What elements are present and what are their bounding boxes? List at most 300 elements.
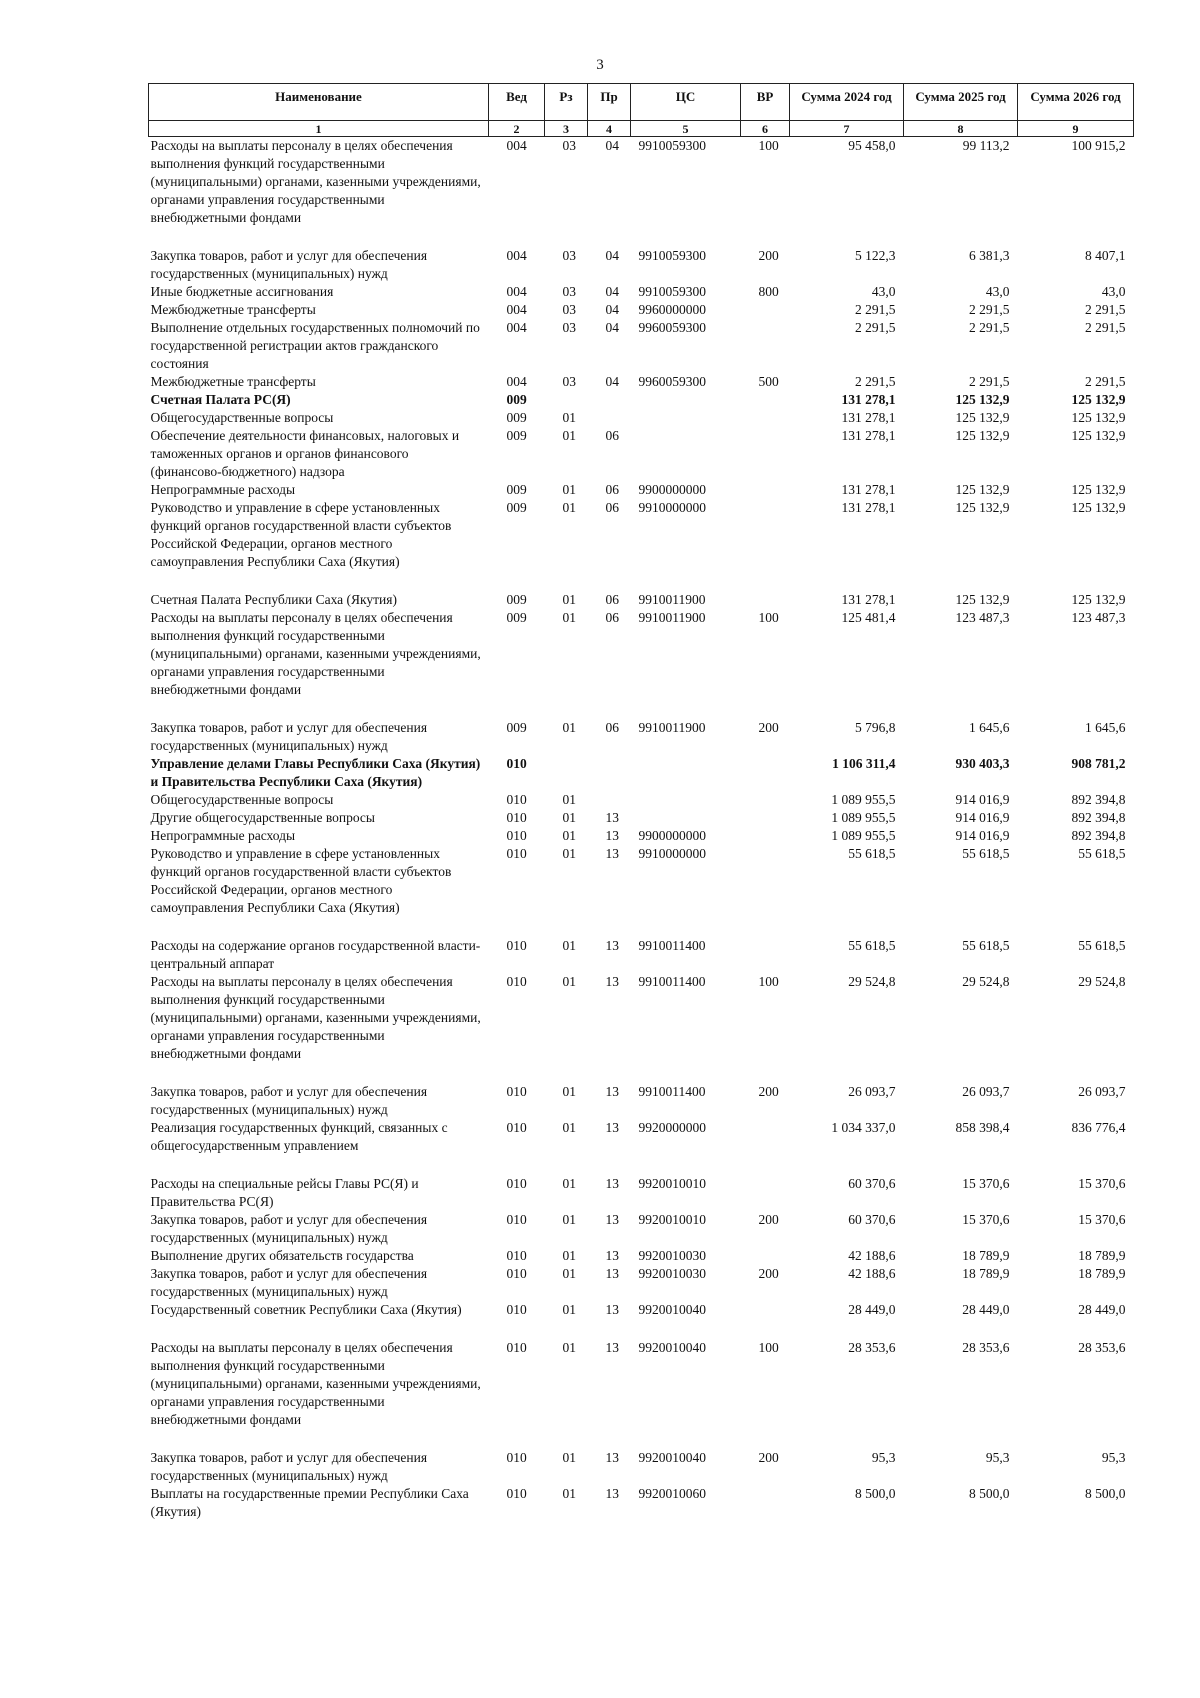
row-sum-2026: 43,0 — [1101, 284, 1126, 299]
row-vr: 100 — [758, 610, 779, 625]
row-sum-2024: 131 278,1 — [841, 428, 896, 443]
row-pr — [588, 791, 631, 809]
row-name: Межбюджетные трансферты — [150, 374, 316, 389]
row-ved: 010 — [506, 1120, 527, 1135]
header-cs: ЦС — [631, 84, 741, 121]
row-sum-2024: 28 449,0 — [848, 1302, 896, 1317]
row-vr: 200 — [758, 1266, 779, 1281]
row-sum-2024: 42 188,6 — [848, 1248, 896, 1263]
row-vr: 100 — [758, 974, 779, 989]
row-sum-2025: 125 132,9 — [955, 428, 1010, 443]
row-sum-2024: 131 278,1 — [841, 482, 896, 497]
table-row — [149, 301, 1134, 319]
column-number: 2 — [489, 121, 545, 137]
column-number: 5 — [631, 121, 741, 137]
row-rz: 01 — [562, 846, 576, 861]
row-vr — [741, 1301, 790, 1339]
row-sum-2024: 8 500,0 — [855, 1486, 896, 1501]
row-pr — [588, 409, 631, 427]
row-rz: 01 — [562, 1176, 576, 1191]
row-sum-2024: 131 278,1 — [841, 392, 896, 407]
row-vr — [741, 845, 790, 937]
row-vr — [741, 319, 790, 373]
row-pr: 13 — [605, 974, 619, 989]
row-sum-2024: 42 188,6 — [848, 1266, 896, 1281]
row-rz: 03 — [562, 374, 576, 389]
row-rz: 01 — [562, 720, 576, 735]
row-rz: 01 — [562, 610, 576, 625]
row-sum-2025: 8 500,0 — [969, 1486, 1010, 1501]
row-ved: 004 — [506, 320, 527, 335]
row-pr — [588, 391, 631, 409]
row-cs: 9920010060 — [638, 1486, 706, 1501]
row-sum-2026: 2 291,5 — [1085, 302, 1126, 317]
row-ved: 010 — [506, 792, 527, 807]
row-name: Другие общегосударственные вопросы — [150, 810, 375, 825]
row-ved: 010 — [506, 1340, 527, 1355]
row-rz: 01 — [562, 1120, 576, 1135]
row-sum-2025: 18 789,9 — [962, 1248, 1010, 1263]
row-name: Закупка товаров, работ и услуг для обеспечения государственных (муниципальных) нужд — [150, 1450, 428, 1483]
row-cs: 9910011900 — [638, 610, 706, 625]
row-pr: 04 — [605, 302, 619, 317]
row-pr: 13 — [605, 1450, 619, 1465]
table-row — [149, 937, 1134, 973]
row-rz: 01 — [562, 1248, 576, 1263]
row-vr: 200 — [758, 248, 779, 263]
header-pr: Пр — [588, 84, 631, 121]
row-vr — [741, 755, 790, 791]
table-row — [149, 1083, 1134, 1119]
row-ved: 010 — [506, 1084, 527, 1099]
row-vr — [741, 827, 790, 845]
table-row — [149, 1211, 1134, 1247]
row-cs: 9920010040 — [638, 1302, 706, 1317]
table-row — [149, 845, 1134, 937]
row-sum-2025: 914 016,9 — [955, 828, 1010, 843]
row-cs: 9920010040 — [638, 1340, 706, 1355]
row-ved: 010 — [506, 974, 527, 989]
row-ved: 009 — [506, 392, 527, 407]
row-sum-2026: 836 776,4 — [1071, 1120, 1126, 1135]
row-cs: 9900000000 — [638, 828, 706, 843]
row-sum-2024: 131 278,1 — [841, 592, 896, 607]
column-number: 3 — [545, 121, 588, 137]
row-pr: 13 — [605, 846, 619, 861]
row-sum-2024: 125 481,4 — [841, 610, 896, 625]
row-name: Закупка товаров, работ и услуг для обеспечения государственных (муниципальных) нужд — [150, 1266, 428, 1299]
row-rz: 01 — [562, 428, 576, 443]
row-sum-2026: 125 132,9 — [1071, 392, 1126, 407]
row-sum-2025: 125 132,9 — [955, 500, 1010, 515]
row-sum-2024: 2 291,5 — [855, 374, 896, 389]
row-cs: 9910059300 — [638, 248, 706, 263]
row-rz — [545, 391, 588, 409]
row-sum-2025: 6 381,3 — [969, 248, 1010, 263]
row-sum-2025: 28 449,0 — [962, 1302, 1010, 1317]
row-sum-2026: 8 407,1 — [1085, 248, 1126, 263]
row-sum-2024: 1 034 337,0 — [831, 1120, 896, 1135]
row-ved: 009 — [506, 610, 527, 625]
row-sum-2025: 2 291,5 — [969, 302, 1010, 317]
row-sum-2025: 29 524,8 — [962, 974, 1010, 989]
row-ved: 010 — [506, 1302, 527, 1317]
row-pr: 13 — [605, 1340, 619, 1355]
column-number: 1 — [149, 121, 489, 137]
table-row — [149, 499, 1134, 591]
row-cs: 9960059300 — [638, 374, 706, 389]
table-row — [149, 1247, 1134, 1265]
row-cs — [631, 427, 741, 481]
row-sum-2026: 28 449,0 — [1078, 1302, 1126, 1317]
row-sum-2025: 18 789,9 — [962, 1266, 1010, 1281]
row-vr: 200 — [758, 1084, 779, 1099]
row-sum-2024: 5 122,3 — [855, 248, 896, 263]
row-vr: 200 — [758, 1212, 779, 1227]
row-pr: 06 — [605, 482, 619, 497]
row-cs: 9910011900 — [638, 592, 706, 607]
row-sum-2024: 5 796,8 — [855, 720, 896, 735]
row-cs: 9960059300 — [638, 320, 706, 335]
table-row — [149, 427, 1134, 481]
table-row — [149, 827, 1134, 845]
row-ved: 004 — [506, 248, 527, 263]
row-name: Общегосударственные вопросы — [150, 410, 334, 425]
row-sum-2024: 2 291,5 — [855, 320, 896, 335]
table-row — [149, 1339, 1134, 1449]
row-pr: 13 — [605, 1486, 619, 1501]
row-ved: 009 — [506, 482, 527, 497]
row-sum-2026: 15 370,6 — [1078, 1176, 1126, 1191]
row-sum-2024: 131 278,1 — [841, 410, 896, 425]
row-sum-2024: 43,0 — [871, 284, 896, 299]
row-ved: 004 — [506, 284, 527, 299]
row-sum-2025: 123 487,3 — [955, 610, 1010, 625]
row-sum-2024: 95 458,0 — [848, 138, 896, 153]
row-name: Закупка товаров, работ и услуг для обеспечения государственных (муниципальных) нужд — [150, 1212, 428, 1245]
row-sum-2025: 55 618,5 — [962, 938, 1010, 953]
row-cs: 9910059300 — [638, 138, 706, 153]
row-sum-2025: 99 113,2 — [962, 138, 1010, 153]
table-row — [149, 719, 1134, 755]
row-rz: 03 — [562, 320, 576, 335]
column-number: 6 — [741, 121, 790, 137]
row-sum-2026: 28 353,6 — [1078, 1340, 1126, 1355]
row-name: Расходы на специальные рейсы Главы РС(Я) и Правительства РС(Я) — [150, 1176, 419, 1209]
row-sum-2025: 43,0 — [985, 284, 1010, 299]
row-rz: 01 — [562, 1084, 576, 1099]
row-cs: 9910000000 — [638, 500, 706, 515]
row-ved: 010 — [506, 1212, 527, 1227]
row-rz: 01 — [562, 1340, 576, 1355]
row-name: Непрограммные расходы — [150, 828, 296, 843]
table-body — [149, 137, 1134, 1522]
row-sum-2026: 908 781,2 — [1071, 756, 1126, 771]
table-row — [149, 1119, 1134, 1175]
row-rz: 01 — [562, 410, 576, 425]
row-pr: 13 — [605, 1120, 619, 1135]
row-name: Руководство и управление в сфере установленных функций органов государственной власти субъектов Российской Федерации, органов местного самоуправления Республики Саха (Якутия) — [150, 846, 452, 915]
row-cs: 9910011900 — [638, 720, 706, 735]
row-sum-2026: 100 915,2 — [1071, 138, 1126, 153]
table-row — [149, 1485, 1134, 1521]
table-row — [149, 1175, 1134, 1211]
row-name: Управление делами Главы Республики Саха (Якутия) и Правительства Республики Саха (Якутия) — [150, 756, 481, 789]
row-rz: 03 — [562, 248, 576, 263]
row-rz: 01 — [562, 828, 576, 843]
table-row — [149, 409, 1134, 427]
row-ved: 004 — [506, 138, 527, 153]
row-sum-2026: 55 618,5 — [1078, 938, 1126, 953]
row-sum-2026: 95,3 — [1101, 1450, 1126, 1465]
row-vr — [741, 591, 790, 609]
row-ved: 009 — [506, 500, 527, 515]
table-row — [149, 973, 1134, 1083]
row-ved: 009 — [506, 592, 527, 607]
row-vr — [741, 391, 790, 409]
row-sum-2026: 15 370,6 — [1078, 1212, 1126, 1227]
row-cs — [631, 791, 741, 809]
row-cs: 9910011400 — [638, 1084, 706, 1099]
row-cs: 9920010010 — [638, 1212, 706, 1227]
row-ved: 010 — [506, 1266, 527, 1281]
row-pr: 04 — [605, 138, 619, 153]
table-row — [149, 391, 1134, 409]
row-sum-2026: 123 487,3 — [1071, 610, 1126, 625]
row-sum-2026: 2 291,5 — [1085, 374, 1126, 389]
table-row — [149, 1449, 1134, 1485]
row-ved: 009 — [506, 410, 527, 425]
row-vr — [741, 1247, 790, 1265]
row-pr: 13 — [605, 1302, 619, 1317]
row-ved: 010 — [506, 810, 527, 825]
row-sum-2024: 95,3 — [871, 1450, 896, 1465]
row-sum-2026: 892 394,8 — [1071, 828, 1126, 843]
row-vr — [741, 301, 790, 319]
row-cs — [631, 409, 741, 427]
table-row — [149, 137, 1134, 248]
row-sum-2024: 60 370,6 — [848, 1212, 896, 1227]
column-number: 4 — [588, 121, 631, 137]
row-vr: 100 — [758, 138, 779, 153]
row-cs: 9920010030 — [638, 1248, 706, 1263]
row-ved: 004 — [506, 302, 527, 317]
row-sum-2025: 125 132,9 — [955, 392, 1010, 407]
row-sum-2026: 8 500,0 — [1085, 1486, 1126, 1501]
table-row — [149, 1301, 1134, 1339]
row-rz: 01 — [562, 1486, 576, 1501]
row-rz: 01 — [562, 974, 576, 989]
row-rz: 01 — [562, 938, 576, 953]
row-sum-2024: 26 093,7 — [848, 1084, 896, 1099]
column-number: 9 — [1018, 121, 1134, 137]
table-row — [149, 1265, 1134, 1301]
row-sum-2026: 2 291,5 — [1085, 320, 1126, 335]
row-name: Расходы на выплаты персоналу в целях обеспечения выполнения функций государственными (муниципальными) органами, казенными учреждениями, органами управления государственными внебюджетными фондами — [150, 138, 481, 225]
row-sum-2026: 125 132,9 — [1071, 482, 1126, 497]
row-cs — [631, 755, 741, 791]
row-sum-2025: 914 016,9 — [955, 792, 1010, 807]
row-name: Общегосударственные вопросы — [150, 792, 334, 807]
row-name: Расходы на выплаты персоналу в целях обеспечения выполнения функций государственными (муниципальными) органами, казенными учреждениями, органами управления государственными внебюджетными фондами — [150, 974, 481, 1061]
row-sum-2025: 95,3 — [985, 1450, 1010, 1465]
budget-table — [148, 83, 1134, 1521]
row-cs: 9910059300 — [638, 284, 706, 299]
row-sum-2026: 125 132,9 — [1071, 428, 1126, 443]
row-sum-2025: 2 291,5 — [969, 374, 1010, 389]
row-pr: 13 — [605, 828, 619, 843]
row-rz: 03 — [562, 138, 576, 153]
column-number: 7 — [790, 121, 904, 137]
row-name: Руководство и управление в сфере установленных функций органов государственной власти субъектов Российской Федерации, органов местного самоуправления Республики Саха (Якутия) — [150, 500, 452, 569]
row-rz: 01 — [562, 1302, 576, 1317]
row-sum-2025: 1 645,6 — [969, 720, 1010, 735]
row-rz: 01 — [562, 1212, 576, 1227]
table-row — [149, 591, 1134, 609]
row-name: Государственный советник Республики Саха (Якутия) — [150, 1302, 462, 1317]
row-sum-2025: 15 370,6 — [962, 1212, 1010, 1227]
row-vr: 100 — [758, 1340, 779, 1355]
table-row — [149, 791, 1134, 809]
row-ved: 004 — [506, 374, 527, 389]
table-row — [149, 609, 1134, 719]
row-vr — [741, 937, 790, 973]
row-name: Реализация государственных функций, связанных с общегосударственным управлением — [150, 1120, 448, 1153]
row-pr: 04 — [605, 284, 619, 299]
row-sum-2024: 60 370,6 — [848, 1176, 896, 1191]
row-ved: 009 — [506, 428, 527, 443]
row-pr: 04 — [605, 248, 619, 263]
row-vr — [741, 791, 790, 809]
row-pr: 06 — [605, 720, 619, 735]
row-sum-2024: 1 089 955,5 — [831, 792, 896, 807]
header-sum-2026: Сумма 2026 год — [1018, 84, 1134, 121]
table-row — [149, 809, 1134, 827]
table-row — [149, 755, 1134, 791]
row-rz: 01 — [562, 592, 576, 607]
row-ved: 010 — [506, 828, 527, 843]
row-vr: 800 — [758, 284, 779, 299]
row-rz: 01 — [562, 482, 576, 497]
row-sum-2025: 125 132,9 — [955, 482, 1010, 497]
row-vr — [741, 409, 790, 427]
row-name: Выполнение отдельных государственных полномочий по государственной регистрации актов гражданского состояния — [150, 320, 480, 371]
row-rz: 01 — [562, 810, 576, 825]
table-row — [149, 481, 1134, 499]
row-sum-2025: 28 353,6 — [962, 1340, 1010, 1355]
row-name: Расходы на содержание органов государственной власти- центральный аппарат — [150, 938, 481, 971]
row-cs: 9910000000 — [638, 846, 706, 861]
header-sum-2024: Сумма 2024 год — [790, 84, 904, 121]
row-rz: 01 — [562, 500, 576, 515]
row-ved: 010 — [506, 938, 527, 953]
row-vr: 200 — [758, 1450, 779, 1465]
row-pr: 13 — [605, 1176, 619, 1191]
row-sum-2026: 55 618,5 — [1078, 846, 1126, 861]
row-sum-2025: 914 016,9 — [955, 810, 1010, 825]
row-sum-2025: 15 370,6 — [962, 1176, 1010, 1191]
row-sum-2024: 28 353,6 — [848, 1340, 896, 1355]
column-number-row — [149, 121, 1134, 137]
row-name: Иные бюджетные ассигнования — [150, 284, 334, 299]
row-sum-2026: 26 093,7 — [1078, 1084, 1126, 1099]
row-cs: 9920000000 — [638, 1120, 706, 1135]
row-sum-2024: 1 089 955,5 — [831, 828, 896, 843]
row-vr — [741, 499, 790, 591]
row-sum-2026: 29 524,8 — [1078, 974, 1126, 989]
table-row — [149, 373, 1134, 391]
row-sum-2025: 125 132,9 — [955, 592, 1010, 607]
row-pr: 13 — [605, 1084, 619, 1099]
row-ved: 009 — [506, 720, 527, 735]
row-sum-2026: 892 394,8 — [1071, 792, 1126, 807]
header-sum-2025: Сумма 2025 год — [904, 84, 1018, 121]
row-cs — [631, 391, 741, 409]
row-sum-2025: 55 618,5 — [962, 846, 1010, 861]
row-sum-2024: 2 291,5 — [855, 302, 896, 317]
row-ved: 010 — [506, 1486, 527, 1501]
row-name: Выполнение других обязательств государства — [150, 1248, 414, 1263]
row-cs: 9920010010 — [638, 1176, 706, 1191]
row-pr: 04 — [605, 320, 619, 335]
row-sum-2026: 1 645,6 — [1085, 720, 1126, 735]
row-pr: 13 — [605, 810, 619, 825]
row-rz: 01 — [562, 1266, 576, 1281]
row-name: Выплаты на государственные премии Республики Саха (Якутия) — [150, 1486, 469, 1519]
row-sum-2025: 2 291,5 — [969, 320, 1010, 335]
row-rz: 01 — [562, 1450, 576, 1465]
row-name: Непрограммные расходы — [150, 482, 296, 497]
row-sum-2025: 26 093,7 — [962, 1084, 1010, 1099]
row-sum-2026: 18 789,9 — [1078, 1266, 1126, 1281]
row-pr: 13 — [605, 1266, 619, 1281]
row-vr — [741, 809, 790, 827]
row-pr: 06 — [605, 592, 619, 607]
header-rz: Рз — [545, 84, 588, 121]
row-rz: 03 — [562, 284, 576, 299]
page-number: 3 — [596, 57, 604, 73]
row-vr — [741, 1119, 790, 1175]
row-sum-2024: 55 618,5 — [848, 938, 896, 953]
row-sum-2025: 858 398,4 — [955, 1120, 1010, 1135]
row-sum-2026: 892 394,8 — [1071, 810, 1126, 825]
row-vr — [741, 427, 790, 481]
row-pr: 13 — [605, 938, 619, 953]
row-pr: 04 — [605, 374, 619, 389]
row-vr — [741, 1175, 790, 1211]
row-sum-2024: 131 278,1 — [841, 500, 896, 515]
table-row — [149, 319, 1134, 373]
row-sum-2024: 1 089 955,5 — [831, 810, 896, 825]
row-name: Расходы на выплаты персоналу в целях обеспечения выполнения функций государственными (муниципальными) органами, казенными учреждениями, органами управления государственными внебюджетными фондами — [150, 1340, 481, 1427]
row-sum-2025: 930 403,3 — [955, 756, 1010, 771]
row-name: Счетная Палата Республики Саха (Якутия) — [150, 592, 397, 607]
table-row — [149, 247, 1134, 283]
row-name: Обеспечение деятельности финансовых, налоговых и таможенных органов и органов финансового (финансово-бюджетного) надзора — [150, 428, 460, 479]
row-cs: 9910011400 — [638, 974, 706, 989]
row-cs: 9920010030 — [638, 1266, 706, 1281]
row-pr: 06 — [605, 610, 619, 625]
row-pr: 06 — [605, 500, 619, 515]
row-pr: 13 — [605, 1248, 619, 1263]
row-vr: 500 — [758, 374, 779, 389]
row-cs: 9960000000 — [638, 302, 706, 317]
header-vr: ВР — [741, 84, 790, 121]
row-name: Счетная Палата РС(Я) — [150, 392, 291, 407]
row-rz: 01 — [562, 792, 576, 807]
row-vr — [741, 481, 790, 499]
row-name: Закупка товаров, работ и услуг для обеспечения государственных (муниципальных) нужд — [150, 720, 428, 753]
